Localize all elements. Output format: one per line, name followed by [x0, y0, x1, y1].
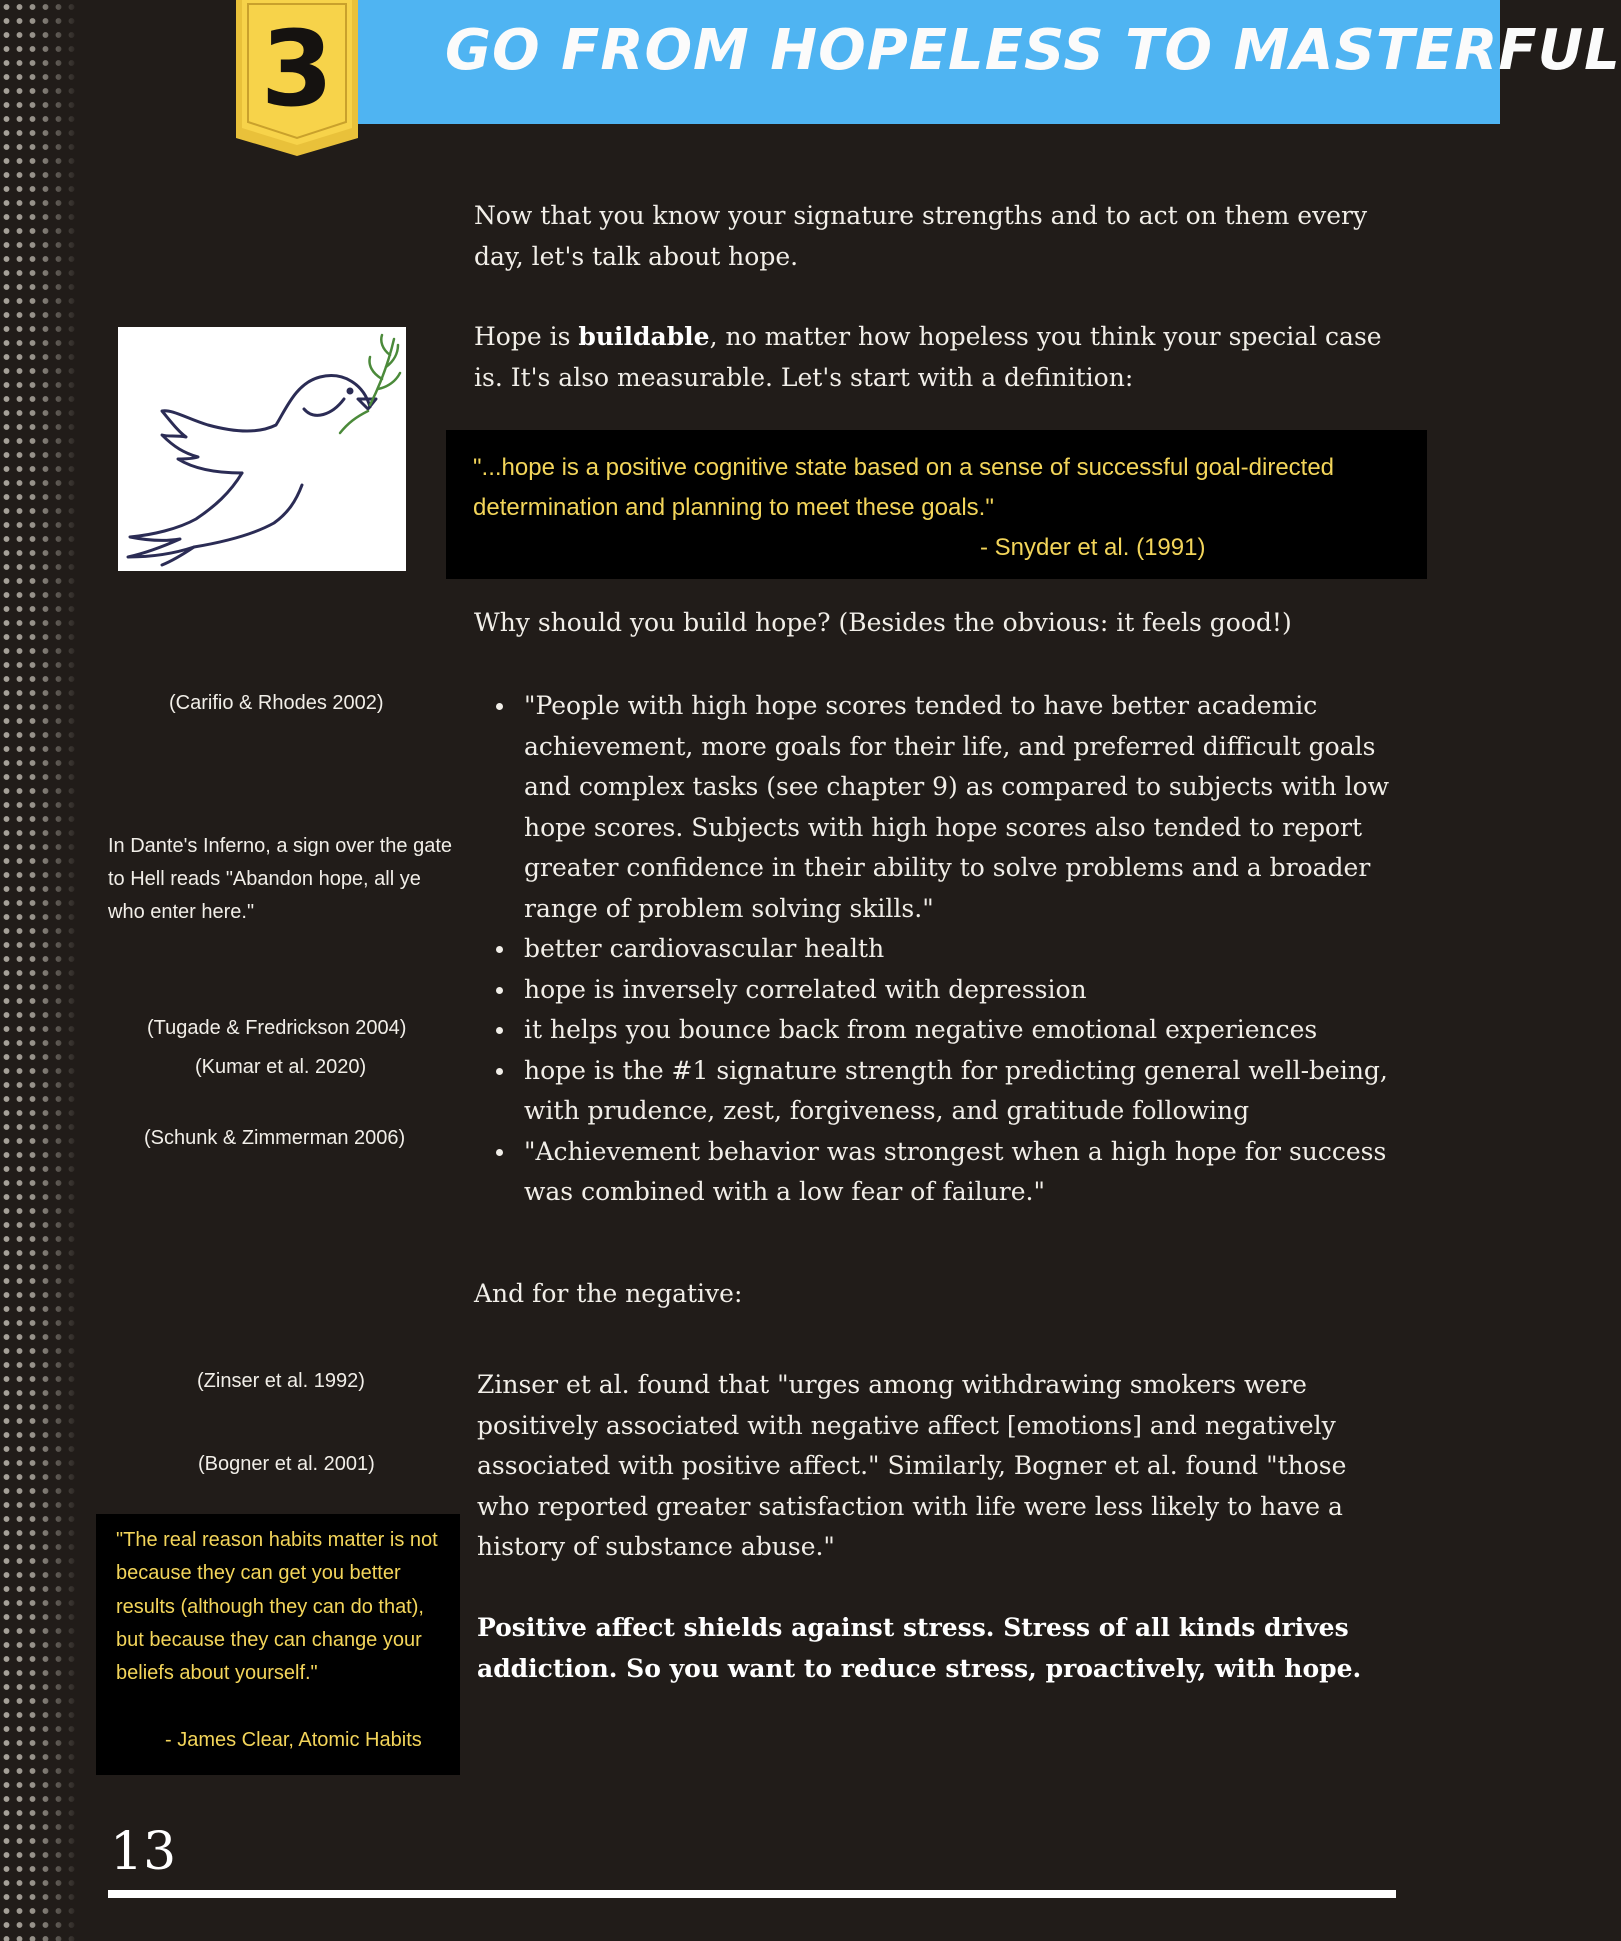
intro-paragraph: Now that you know your signature strengths and to act on them every day, let's talk about hope.	[474, 201, 1368, 271]
list-item: hope is the #1 signature strength for predicting general well-being, with prudence, zest, forgiveness, and gratitude following	[474, 1051, 1414, 1132]
citation-bogner: (Bogner et al. 2001)	[198, 1453, 375, 1475]
habits-quote-attribution: - James Clear, Atomic Habits	[165, 1729, 422, 1751]
hope-paragraph	[474, 317, 1404, 398]
citation-zinser: (Zinser et al. 1992)	[197, 1370, 365, 1392]
negative-heading: And for the negative:	[474, 1279, 743, 1308]
hope-paragraph-emphasis: buildable	[578, 322, 710, 351]
definition-quote-attribution: - Snyder et al. (1991)	[980, 534, 1206, 561]
dove-illustration	[118, 327, 406, 571]
list-item: "People with high hope scores tended to have better academic achievement, more goals for their life, and preferred difficult goals and complex tasks (see chapter 9) as compared to subjects with low hope scores. Subjects with high hope scores also tended to report greater confidence in their ability to solve problems and a broader range of problem solving skills."	[474, 686, 1414, 929]
dotted-edge-decoration	[0, 0, 80, 1941]
chapter-title: GO FROM HOPELESS TO MASTERFUL	[445, 18, 1621, 83]
citation-tugade: (Tugade & Fredrickson 2004)	[147, 1017, 407, 1039]
hope-paragraph-suffix: , no matter how hopeless you think your special case is. It's also measurable. Let's start with a definition:	[474, 322, 1382, 392]
list-item: "Achievement behavior was strongest when a high hope for success was combined with a low fear of failure."	[474, 1132, 1414, 1213]
definition-quote-text: "...hope is a positive cognitive state based on a sense of successful goal-directed determination and planning to meet these goals."	[473, 454, 1335, 521]
list-item: better cardiovascular health	[474, 929, 1414, 970]
citation-kumar: (Kumar et al. 2020)	[195, 1056, 367, 1078]
list-item: it helps you bounce back from negative emotional experiences	[474, 1010, 1414, 1051]
chapter-number: 3	[260, 8, 334, 130]
dove-with-olive-branch-icon	[118, 327, 406, 571]
negative-paragraph: Zinser et al. found that "urges among withdrawing smokers were positively associated with negative affect [emotions] and negatively associated with positive affect." Similarly, Bogner et al. found "those who reported greater satisfaction with life were less likely to have a history of substance abuse."	[477, 1370, 1347, 1561]
citation-carifio: (Carifio & Rhodes 2002)	[169, 692, 384, 714]
page-number: 13	[110, 1822, 177, 1882]
benefits-list	[474, 686, 1414, 1213]
hope-paragraph-prefix: Hope is	[474, 322, 579, 351]
footer-divider	[108, 1890, 1396, 1898]
conclusion-paragraph: Positive affect shields against stress. Stress of all kinds drives addiction. So you want to reduce stress, proactively, with hope.	[477, 1613, 1362, 1683]
habits-quote-text: "The real reason habits matter is not because they can get you better results (although they can do that), but because they can change your beliefs about yourself."	[116, 1529, 438, 1685]
citation-schunk: (Schunk & Zimmerman 2006)	[144, 1127, 406, 1149]
list-item: hope is inversely correlated with depression	[474, 970, 1414, 1011]
dante-sidebar-note: In Dante's Inferno, a sign over the gate to Hell reads "Abandon hope, all ye who enter here."	[108, 835, 453, 923]
why-question: Why should you build hope? (Besides the obvious: it feels good!)	[474, 608, 1292, 637]
